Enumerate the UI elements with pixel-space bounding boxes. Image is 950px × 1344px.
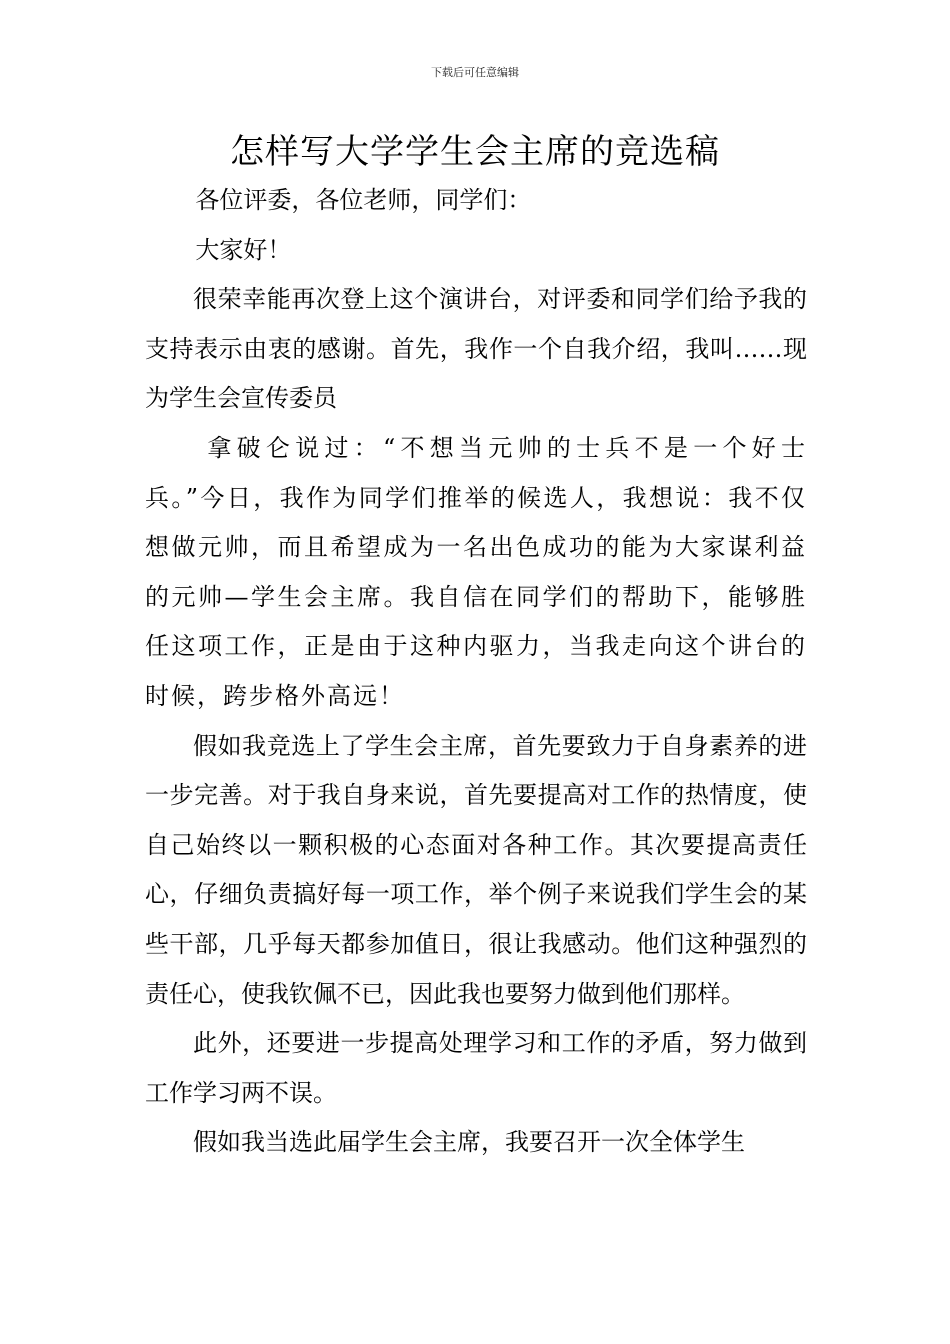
- napoleon-quote-paragraph: 拿破仑说过：“不想当元帅的士兵不是一个好士兵。”今日，我作为同学们推举的候选人，我想说：我不仅想做元帅，而且希望成为一名出色成功的能为大家谋利益的元帅—学生会主席。我自信在同学们的帮助下，能够胜任这项工作，正是由于这种内驱力，当我走向这个讲台的时候，跨步格外高远！: [145, 433, 807, 710]
- salutation-paragraph: 各位评委，各位老师，同学们：: [195, 186, 532, 214]
- study-work-balance-paragraph: 此外，还要进一步提高处理学习和工作的矛盾，努力做到工作学习两不误。: [145, 1029, 807, 1107]
- header-note: 下载后可任意编辑: [431, 66, 519, 79]
- greeting-paragraph: 大家好！: [195, 235, 292, 264]
- election-plan-paragraph: 假如我当选此届学生会主席，我要召开一次全体学生: [193, 1128, 745, 1157]
- self-improvement-paragraph: 假如我竞选上了学生会主席，首先要致力于自身素养的进一步完善。对于我自身来说，首先要提高对工作的热情度，使自己始终以一颗积极的心态面对各种工作。其次要提高责任心，仔细负责搞好每一项工作，举个例子来说我们学生会的某些干部，几乎每天都参加值日，很让我感动。他们这种强烈的责任心，使我钦佩不已，因此我也要努力做到他们那样。: [145, 731, 807, 1008]
- document-title: 怎样写大学学生会主席的竞选稿: [230, 132, 720, 172]
- document-body: [145, 176, 807, 1168]
- intro-paragraph: 很荣幸能再次登上这个演讲台，对评委和同学们给予我的支持表示由衷的感谢。首先，我作一个自我介绍，我叫……现为学生会宣传委员: [145, 285, 807, 413]
